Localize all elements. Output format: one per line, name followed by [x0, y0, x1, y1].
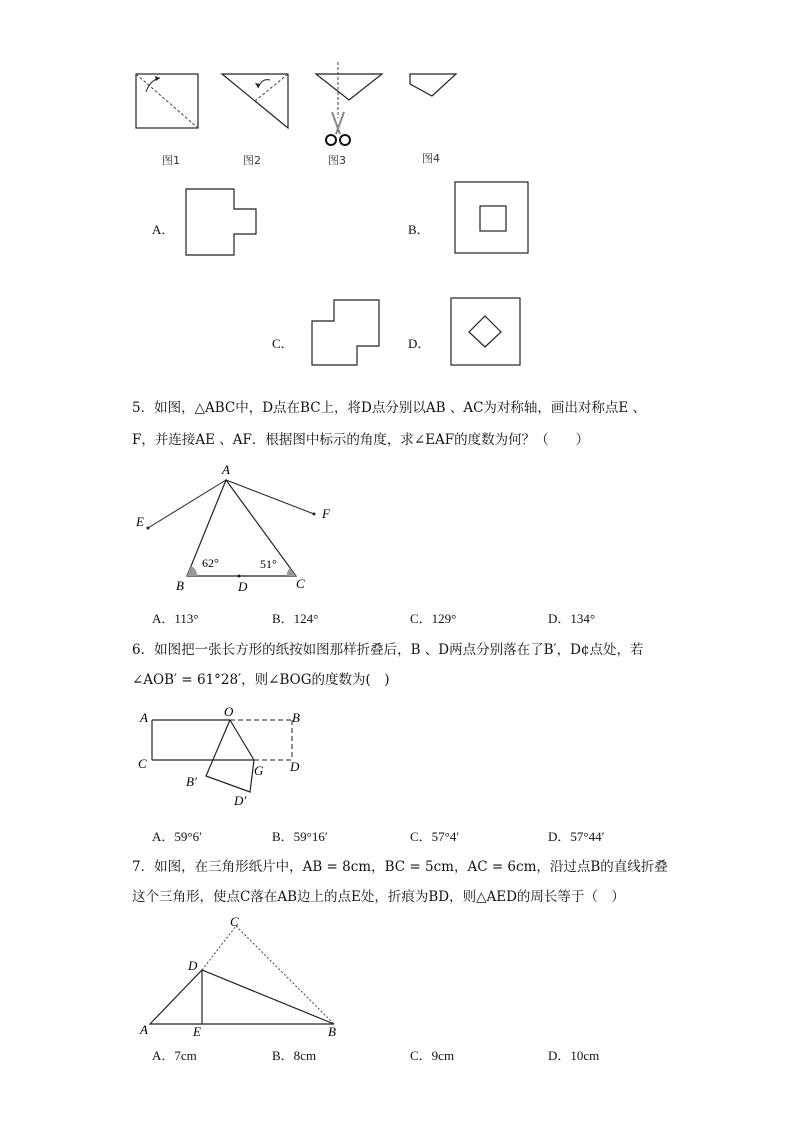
q4-option-a-shape [184, 188, 260, 258]
q6-point-c: C [138, 756, 147, 771]
q7-stem-line2: 这个三角形，使点C落在AB边上的点E处，折痕为BD，则△AED的周长等于（ ） [132, 889, 625, 905]
q7-point-c: C [230, 914, 239, 929]
q5-point-a: A [222, 462, 230, 477]
q6-choice-d[interactable]: D．57°44′ [548, 829, 605, 844]
scissors-icon [326, 112, 350, 145]
q5-point-b: B [176, 578, 184, 593]
q6-point-g: G [254, 763, 264, 778]
q4-option-b-shape [454, 181, 530, 255]
q7-point-b: B [328, 1024, 336, 1039]
q4-option-a-label: A． [152, 222, 175, 237]
q6-stem-line2: ∠AOB′ = 61°28′，则∠BOG的度数为( ) [132, 672, 390, 688]
q6-stem-line1: 6．如图把一张长方形的纸按如图那样折叠后，B 、D两点分别落在了B′，D¢点处，若 [132, 642, 644, 658]
q5-point-d: D [238, 579, 248, 594]
q5-point-c: C [296, 576, 305, 591]
q6-choice-c[interactable]: C．57°4′ [410, 829, 460, 844]
q5-triangle-figure [130, 460, 350, 595]
q6-point-o: O [224, 704, 234, 719]
q5-choice-c[interactable]: C．129° [410, 611, 457, 626]
q4-option-c-shape [310, 299, 382, 367]
q7-choice-a[interactable]: A．7cm [152, 1048, 197, 1063]
q6-choice-a[interactable]: A．59°6′ [152, 829, 202, 844]
q7-point-a: A [140, 1022, 148, 1037]
q5-angle-c: 51° [260, 557, 277, 571]
folding-figures [120, 60, 480, 160]
q7-point-e: E [193, 1024, 201, 1039]
q6-point-d: D [290, 759, 300, 774]
q5-choice-d[interactable]: D．134° [548, 611, 596, 626]
fig3-caption: 图3 [328, 154, 346, 167]
fig2-triangle [222, 74, 288, 128]
q6-point-b-prime: B′ [186, 774, 197, 789]
q4-option-c-label: C． [272, 336, 294, 351]
q6-folded-rectangle-figure [130, 700, 330, 810]
q5-point-f: F [322, 506, 330, 521]
q7-choice-b[interactable]: B．8cm [272, 1048, 317, 1063]
q5-choice-a[interactable]: A．113° [152, 611, 199, 626]
q5-choice-b[interactable]: B．124° [272, 611, 319, 626]
q6-point-a: A [140, 710, 148, 725]
q7-point-d: D [188, 958, 198, 973]
fig4-shape [410, 74, 456, 96]
q7-triangle-figure [130, 912, 360, 1042]
q6-point-b: B [292, 710, 300, 725]
q5-point-e: E [136, 514, 144, 529]
q7-choice-d[interactable]: D．10cm [548, 1048, 600, 1063]
q7-stem-line1: 7．如图，在三角形纸片中，AB = 8cm，BC = 5cm，AC = 6cm，沿过点B的直线折叠 [132, 859, 668, 875]
fig2-caption: 图2 [243, 154, 261, 167]
fig1-square [136, 74, 198, 128]
q5-angle-b: 62° [202, 556, 219, 570]
fig3-triangle-scissors [316, 62, 382, 145]
q6-choice-b[interactable]: B．59°16′ [272, 829, 328, 844]
fig1-caption: 图1 [162, 154, 180, 167]
q5-stem-line2: F，并连接AE 、AF．根据图中标示的角度，求∠EAF的度数为何？（ ） [132, 432, 590, 448]
q5-stem-line1: 5．如图，△ABC中，D点在BC上，将D点分别以AB 、AC为对称轴，画出对称点E 、 [132, 400, 647, 416]
q4-option-b-label: B． [408, 222, 430, 237]
q4-option-d-label: D． [408, 336, 431, 351]
fig4-caption: 图4 [422, 152, 440, 165]
q7-choice-c[interactable]: C．9cm [410, 1048, 455, 1063]
q6-point-d-prime: D′ [234, 793, 247, 808]
q4-option-d-shape [450, 297, 522, 367]
